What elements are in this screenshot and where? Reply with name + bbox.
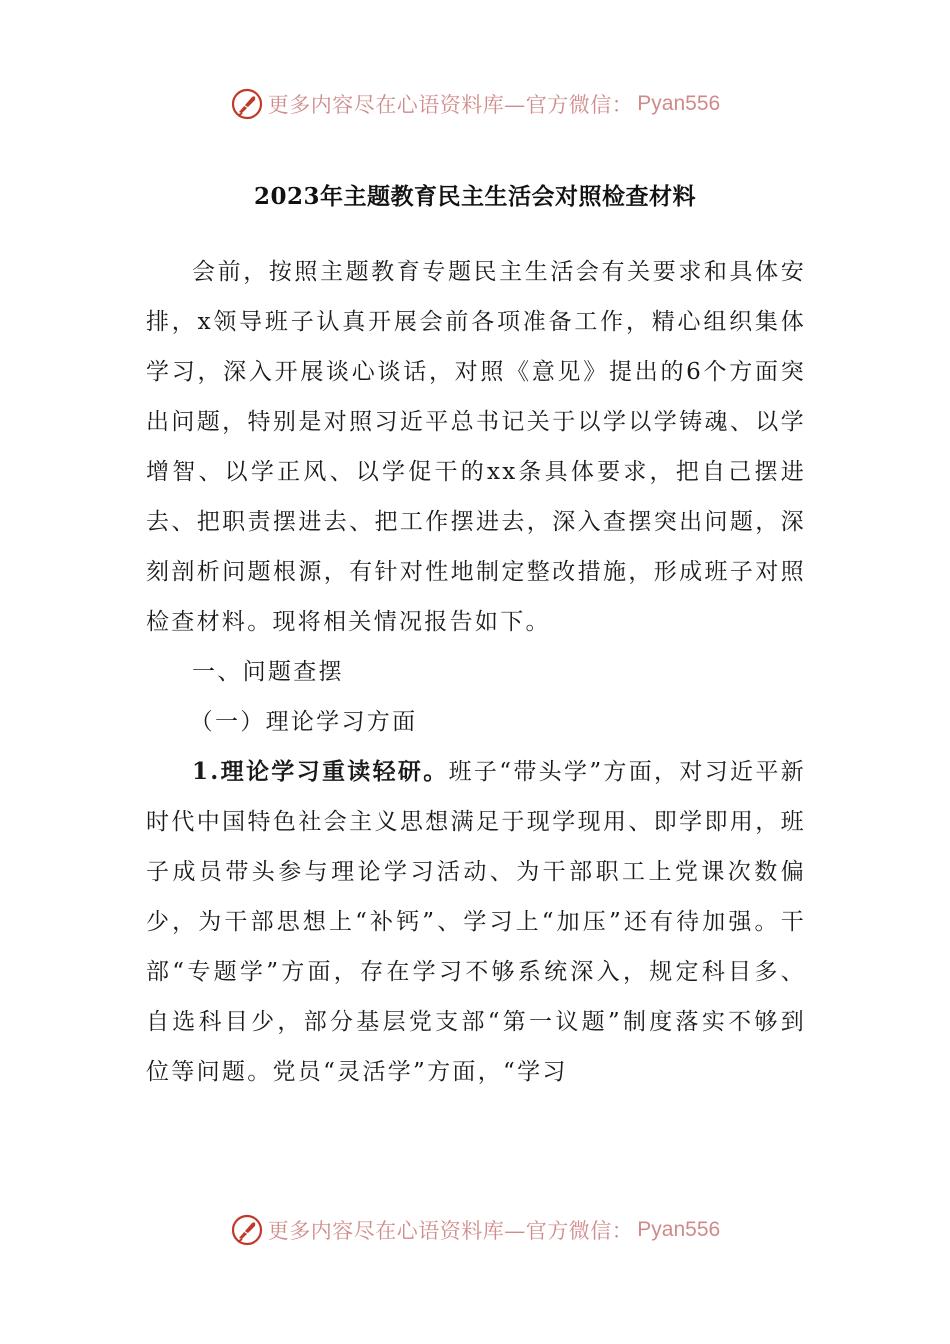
pen-feather-logo-icon [230, 87, 264, 121]
intro-paragraph: 会前，按照主题教育专题民主生活会有关要求和具体安排，x领导班子认真开展会前各项准备工作，精心组织集体学习，深入开展谈心谈话，对照《意见》提出的6个方面突出问题，特别是对照习近平总书记关于以学以学铸魂、以学增智、以学正风、以学促干的xx条具体要求，把自己摆进去、把职责摆进去、把工作摆进去，深入查摆突出问题，深刻剖析问题根源，有针对性地制定整改措施，形成班子对照检查材料。现将相关情况报告如下。 [146, 259, 806, 635]
item-1-heading: 1.理论学习重读轻研。 [192, 758, 449, 785]
subsection-heading-1: （一）理论学习方面 [189, 709, 418, 735]
header-banner-handle: Pyan556 [637, 92, 721, 115]
document-title: 2023年主题教育民主生活会对照检查材料 [253, 183, 696, 210]
section-heading-1: 一、问题查摆 [192, 659, 344, 685]
document-body [146, 247, 806, 1097]
footer-banner-text: 更多内容尽在心语资料库—官方微信： [267, 1219, 634, 1243]
pen-feather-logo-icon [230, 1213, 264, 1247]
footer-banner-handle: Pyan556 [637, 1218, 721, 1241]
item-1-paragraph [146, 747, 806, 1097]
item-1-body: 班子“带头学”方面，对习近平新时代中国特色社会主义思想满足于现学现用、即学即用，班子成员带头参与理论学习活动、为干部职工上党课次数偏少，为干部思想上“补钙”、学习上“加压”还有待加强。干部“专题学”方面，存在学习不够系统深入，规定科目多、自选科目少，部分基层党支部“第一议题”制度落实不够到位等问题。党员“灵活学”方面，“学习 [146, 759, 806, 1085]
footer-banner [0, 1210, 950, 1250]
header-banner [0, 84, 950, 124]
header-banner-text: 更多内容尽在心语资料库—官方微信： [267, 93, 634, 117]
